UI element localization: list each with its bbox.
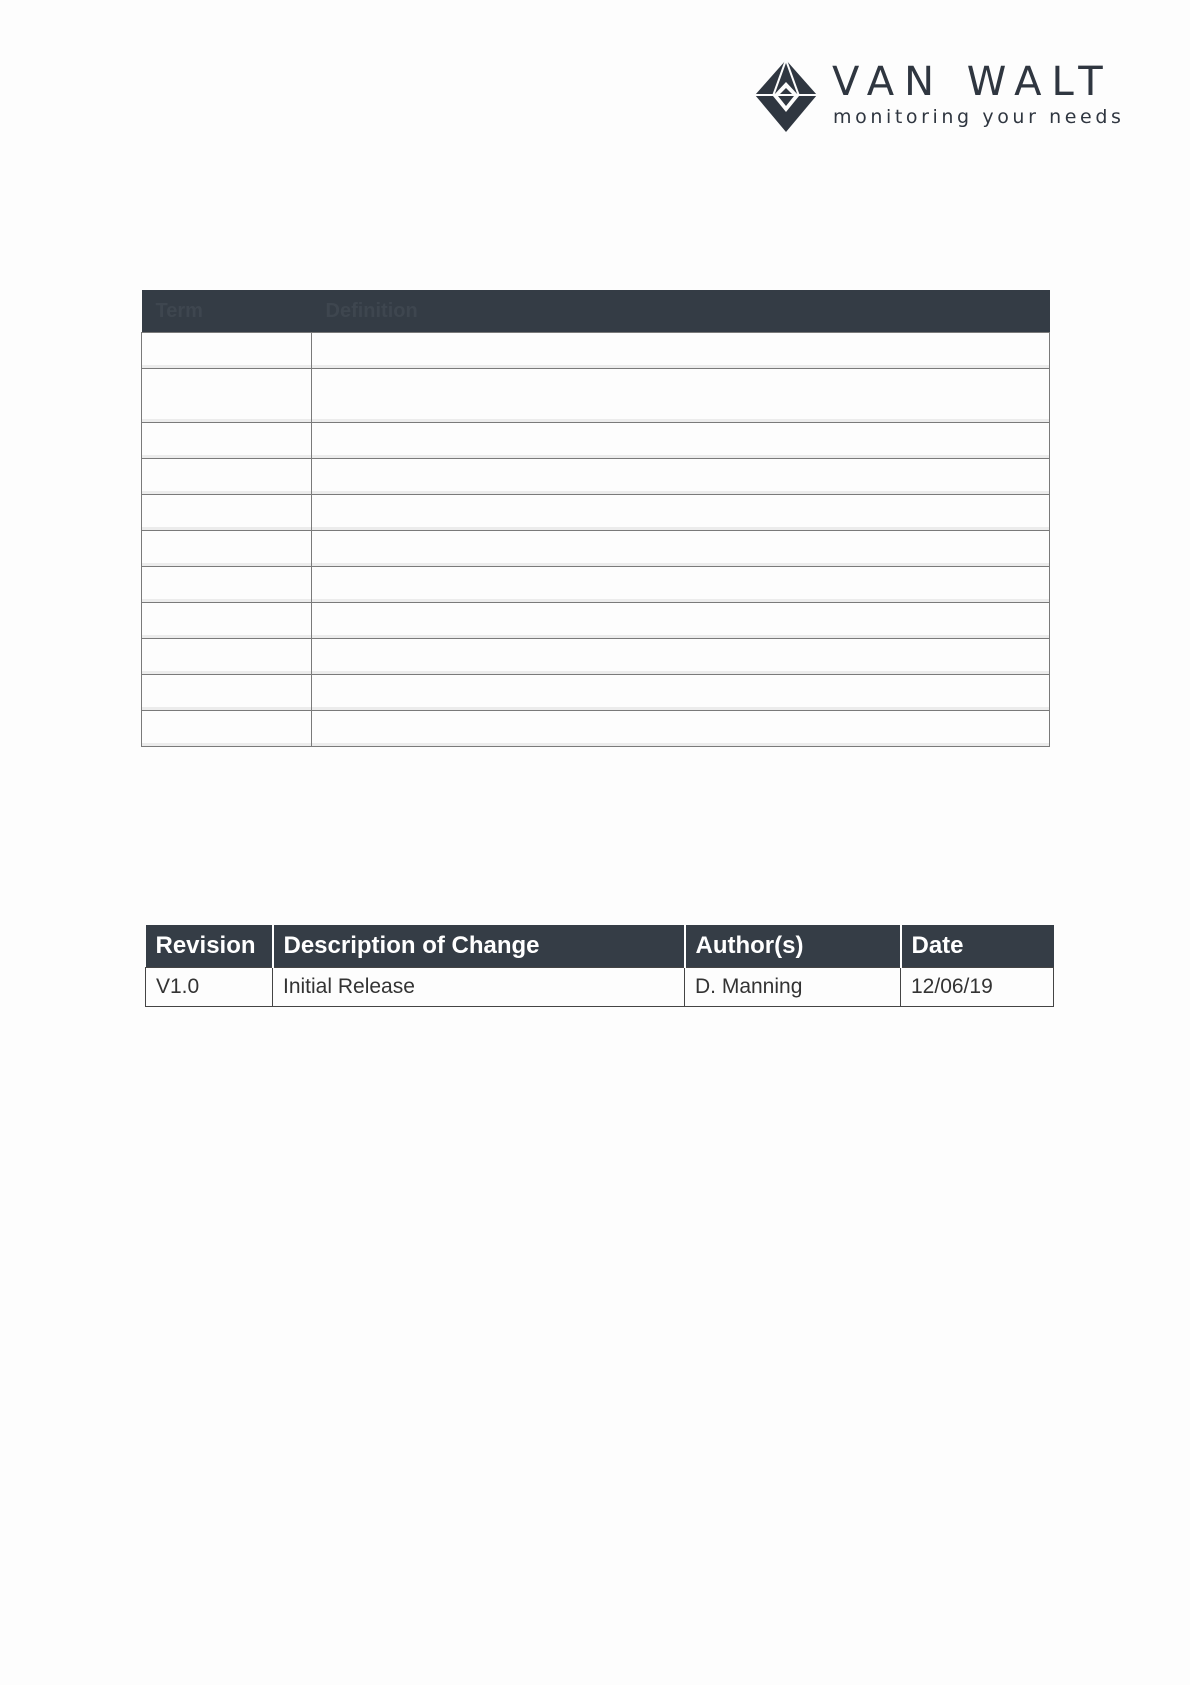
diamond-logo-icon: [755, 60, 821, 134]
definition-cell: [312, 423, 1050, 459]
term-cell: [142, 423, 312, 459]
term-cell: [142, 495, 312, 531]
definition-cell: [312, 495, 1050, 531]
table-row: [142, 531, 1050, 567]
revision-header-row: [146, 925, 1054, 968]
definition-cell: [312, 675, 1050, 711]
term-cell: [142, 675, 312, 711]
brand-tagline: monitoring your needs: [833, 106, 1125, 128]
author-cell: D. Manning: [685, 968, 901, 1007]
brand-name: VAN WALT: [832, 59, 1113, 105]
header-definition: Definition: [312, 290, 1050, 333]
definition-cell: [312, 333, 1050, 369]
table-row: [142, 333, 1050, 369]
term-cell: [142, 369, 312, 423]
definition-cell: [312, 531, 1050, 567]
term-cell: [142, 711, 312, 747]
header-description: Description of Change: [273, 925, 685, 968]
term-cell: [142, 531, 312, 567]
table-row: [142, 639, 1050, 675]
definitions-table: [141, 290, 1050, 747]
term-cell: [142, 567, 312, 603]
table-row: [142, 711, 1050, 747]
table-row: [142, 369, 1050, 423]
table-row: [142, 423, 1050, 459]
definition-cell: [312, 369, 1050, 423]
definition-cell: [312, 639, 1050, 675]
header-term: Term: [142, 290, 312, 333]
term-cell: [142, 603, 312, 639]
term-cell: [142, 333, 312, 369]
definitions-header-row: [142, 290, 1050, 333]
revision-cell: V1.0: [146, 968, 273, 1007]
term-cell: [142, 639, 312, 675]
table-row: [142, 603, 1050, 639]
definition-cell: [312, 459, 1050, 495]
table-row: [146, 968, 1054, 1007]
table-row: [142, 495, 1050, 531]
van-walt-logo: [755, 60, 1125, 138]
table-row: [142, 459, 1050, 495]
header-revision: Revision: [146, 925, 273, 968]
table-row: [142, 567, 1050, 603]
definition-cell: [312, 603, 1050, 639]
definition-cell: [312, 711, 1050, 747]
header-authors: Author(s): [685, 925, 901, 968]
revision-history-table: [145, 925, 1054, 1007]
date-cell: 12/06/19: [901, 968, 1054, 1007]
description-cell: Initial Release: [273, 968, 685, 1007]
term-cell: [142, 459, 312, 495]
table-row: [142, 675, 1050, 711]
header-date: Date: [901, 925, 1054, 968]
definition-cell: [312, 567, 1050, 603]
